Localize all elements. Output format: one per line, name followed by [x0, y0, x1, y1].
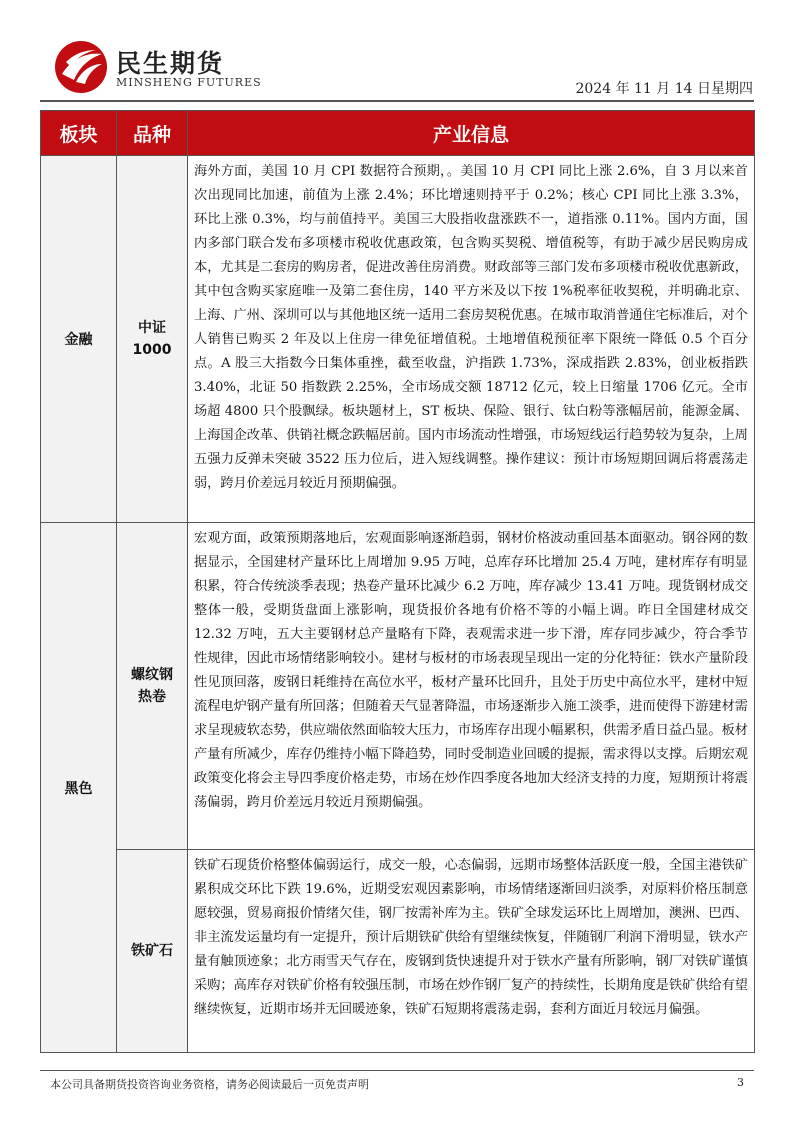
footer-divider [40, 1070, 754, 1071]
variety-cell [117, 850, 188, 1053]
info-cell: 海外方面，美国 10 月 CPI 数据符合预期，。美国 10 月 CPI 同比上涨 2.6%，自 3 月以来首次出现同比加速，前值为上涨 2.4%；环比增速则持平于 0.2%；核心 CPI 同比上涨 3.3%，环比上涨 0.3%，均与前值持平。美国三大股指收盘涨跌不一，道指涨 0.11%。国内方面，国内多部门联合发布多项楼市税收优惠政策，包含购买契税、增值税等，有助于减少居民购房成本，尤其是二套房的购房者，促进改善住房消费。财政部等三部门发布多项楼市税收优惠新政，其中包含购买家庭唯一及第二套住房，140 平方米及以下按 1%税率征收契税，并明确北京、上海、广州、深圳可以与其他地区统一适用二套房契税优惠。在城市取消普通住宅标准后，对个人销售已购买 2 年及以上住房一律免征增值税。土地增值税预征率下限统一降低 0.5 个百分点。A 股三大指数今日集体重挫，截至收盘，沪指跌 1.73%，深成指跌 2.83%，创业板指跌 3.40%，北证 50 指数跌 2.25%，全市场成交额 18712 亿元，较上日缩量 1706 亿元。全市场超 4800 只个股飘绿。板块题材上，ST 板块、保险、银行、钛白粉等涨幅居前，能源金属、上海国企改革、供销社概念跌幅居前。国内市场流动性增强，市场短线运行趋势较为复杂，上周五强力反弹未突破 3522 压力位后，进入短线调整。操作建议：预计市场短期回调后将震荡走弱，跨月价差远月较近月预期偏强。 [188, 156, 755, 523]
brand-name-en: MINSHENG FUTURES [116, 76, 262, 89]
table-row [41, 850, 755, 1053]
disclaimer-text: 本公司具备期货投资咨询业务资格，请务必阅读最后一页免责声明 [50, 1078, 369, 1091]
column-header-info: 产业信息 [188, 111, 755, 156]
variety-label: 1000 [132, 342, 172, 358]
variety-cell [117, 156, 188, 523]
industry-info-table [40, 110, 755, 1053]
minsheng-logo-icon [54, 40, 108, 94]
brand-name-cn: 民生期货 [116, 49, 225, 78]
header-divider [40, 100, 754, 102]
page-number: 3 [737, 1076, 744, 1089]
report-date: 2024 年 11 月 14 日星期四 [575, 81, 753, 97]
table-row [41, 523, 755, 850]
column-header-sector: 板块 [41, 111, 117, 156]
table-row [41, 156, 755, 523]
variety-cell [117, 523, 188, 850]
variety-label: 中证 [138, 320, 166, 336]
variety-label: 热卷 [138, 689, 166, 705]
column-header-variety: 品种 [117, 111, 188, 156]
variety-label: 螺纹钢 [131, 667, 173, 683]
info-cell: 宏观方面，政策预期落地后，宏观面影响逐渐趋弱，钢材价格波动重回基本面驱动。钢谷网的数据显示，全国建材产量环比上周增加 9.95 万吨，总库存环比增加 25.4 万吨，建材库存有明显积累，符合传统淡季表现；热卷产量环比减少 6.2 万吨，库存减少 13.41 万吨。现货钢材成交整体一般，受期货盘面上涨影响，现货报价各地有价格不等的小幅上调。昨日全国建材成交 12.32 万吨，五大主要钢材总产量略有下降，表观需求进一步下滑，库存同步减少，符合季节性规律，因此市场情绪影响较小。建材与板材的市场表现呈现出一定的分化特征：铁水产量阶段性见顶回落，废钢日耗维持在高位水平，板材产量环比回升，且处于历史中高位水平，建材中短流程电炉钢产量有所回落；但随着天气显著降温，市场逐渐步入施工淡季，进而使得下游建材需求呈现疲软态势，供应端依然面临较大压力，市场库存出现小幅累积，供需矛盾日益凸显。板材产量有所减少，库存仍维持小幅下降趋势，同时受制造业回暖的提振，需求得以支撑。后期宏观政策变化将会主导四季度价格走势，市场在炒作四季度各地加大经济支持的力度，短期预计将震荡偏弱，跨月价差远月较近月预期偏强。 [188, 523, 755, 850]
info-cell: 铁矿石现货价格整体偏弱运行，成交一般，心态偏弱，远期市场整体活跃度一般，全国主港铁矿累积成交环比下跌 19.6%，近期受宏观因素影响，市场情绪逐渐回归淡季，对原料价格压制意愿较强，贸易商报价情绪欠佳，钢厂按需补库为主。铁矿全球发运环比上周增加，澳洲、巴西、非主流发运量均有一定提升，预计后期铁矿供给有望继续恢复，伴随钢厂利润下滑明显，铁水产量有触顶迹象；北方雨雪天气存在，废钢到货快速提升对于铁水产量有所影响，钢厂对铁矿谨慎采购；高库存对铁矿价格有较强压制，市场在炒作钢厂复产的持续性，长期角度是铁矿供给有望继续恢复，近期市场并无回暖迹象，铁矿石短期将震荡走弱，套利方面近月较远月偏强。 [188, 850, 755, 1053]
variety-label: 铁矿石 [131, 943, 173, 959]
table-header-row [41, 111, 755, 156]
page-header [40, 38, 755, 100]
sector-cell: 黑色 [41, 523, 117, 1053]
sector-cell: 金融 [41, 156, 117, 523]
